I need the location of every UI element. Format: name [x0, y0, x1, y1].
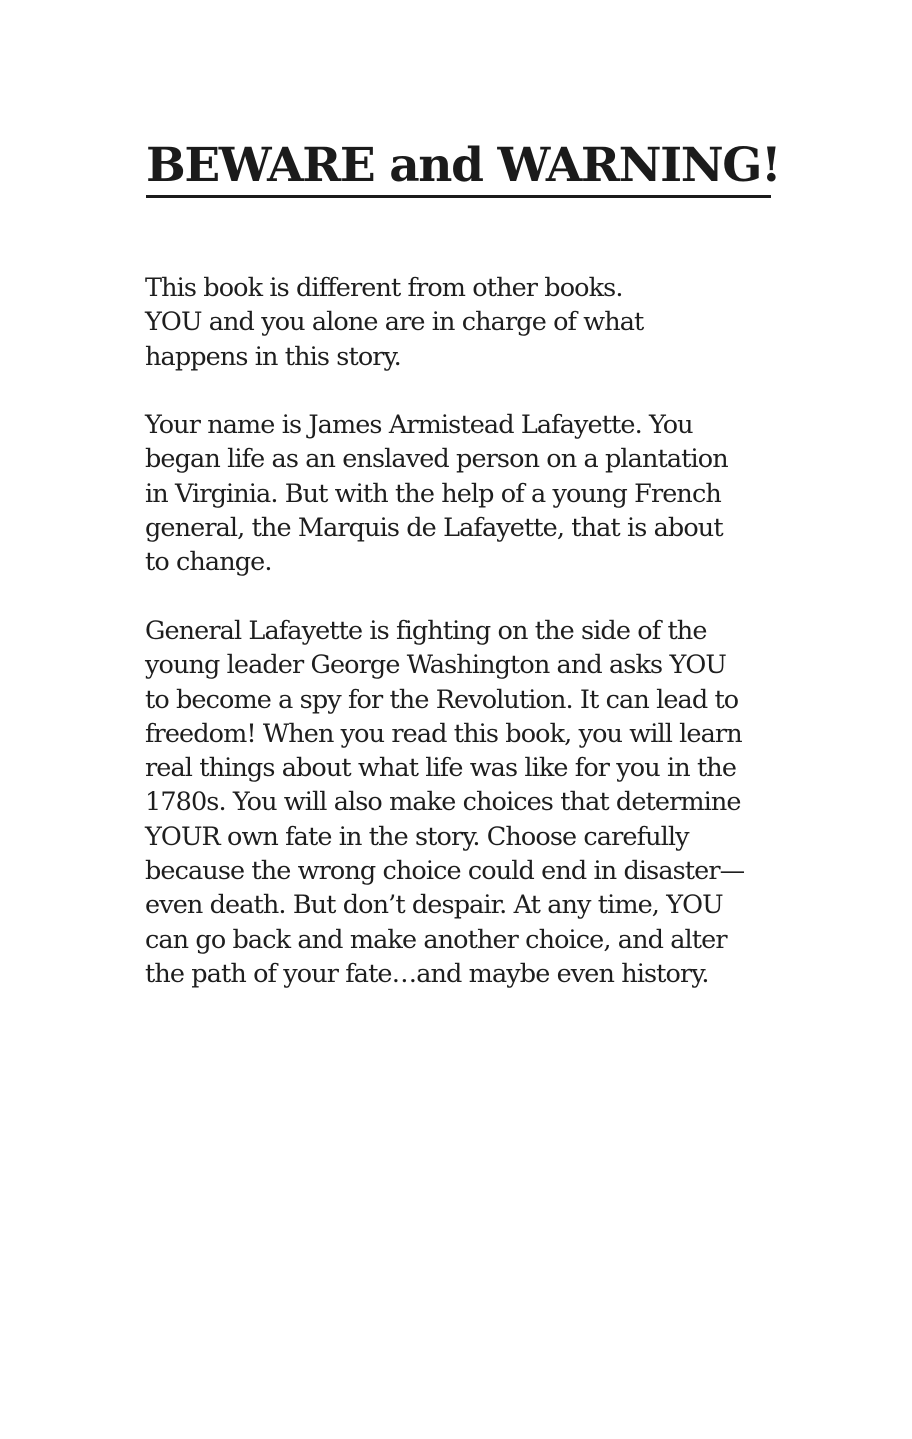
- paragraph-intro: [145, 271, 785, 374]
- page-title: BEWARE and WARNING!: [146, 138, 781, 193]
- body-text: [145, 271, 785, 1026]
- text-line: in Virginia. But with the help of a young French: [145, 478, 721, 509]
- paragraph-instructions: [145, 614, 785, 991]
- text-line: happens in this story.: [145, 341, 401, 372]
- text-line: the path of your fate…and maybe even history.: [145, 958, 709, 989]
- text-line: YOU and you alone are in charge of what: [145, 307, 644, 338]
- text-line: can go back and make another choice, and alter: [145, 924, 727, 955]
- text-line: general, the Marquis de Lafayette, that is about: [145, 513, 723, 544]
- paragraph-character: [145, 408, 785, 579]
- text-line: Your name is James Armistead Lafayette. You: [145, 410, 693, 441]
- text-line: because the wrong choice could end in disaster—: [145, 856, 745, 887]
- text-line: began life as an enslaved person on a plantation: [145, 444, 728, 475]
- text-line: young leader George Washington and asks YOU: [145, 650, 726, 681]
- text-line: YOUR own fate in the story. Choose carefully: [145, 821, 689, 852]
- text-line: freedom! When you read this book, you will learn: [145, 718, 742, 749]
- text-line: to become a spy for the Revolution. It can lead to: [145, 684, 739, 715]
- text-line: This book is different from other books.: [145, 273, 623, 303]
- title-block: [146, 138, 781, 194]
- text-line: to change.: [145, 547, 272, 578]
- text-line: 1780s. You will also make choices that determine: [145, 787, 741, 818]
- text-line: even death. But don’t despair. At any time, YOU: [145, 890, 723, 921]
- text-line: General Lafayette is fighting on the side of the: [145, 615, 707, 646]
- text-line: real things about what life was like for you in the: [145, 753, 737, 784]
- title-underline-rule: [146, 195, 771, 198]
